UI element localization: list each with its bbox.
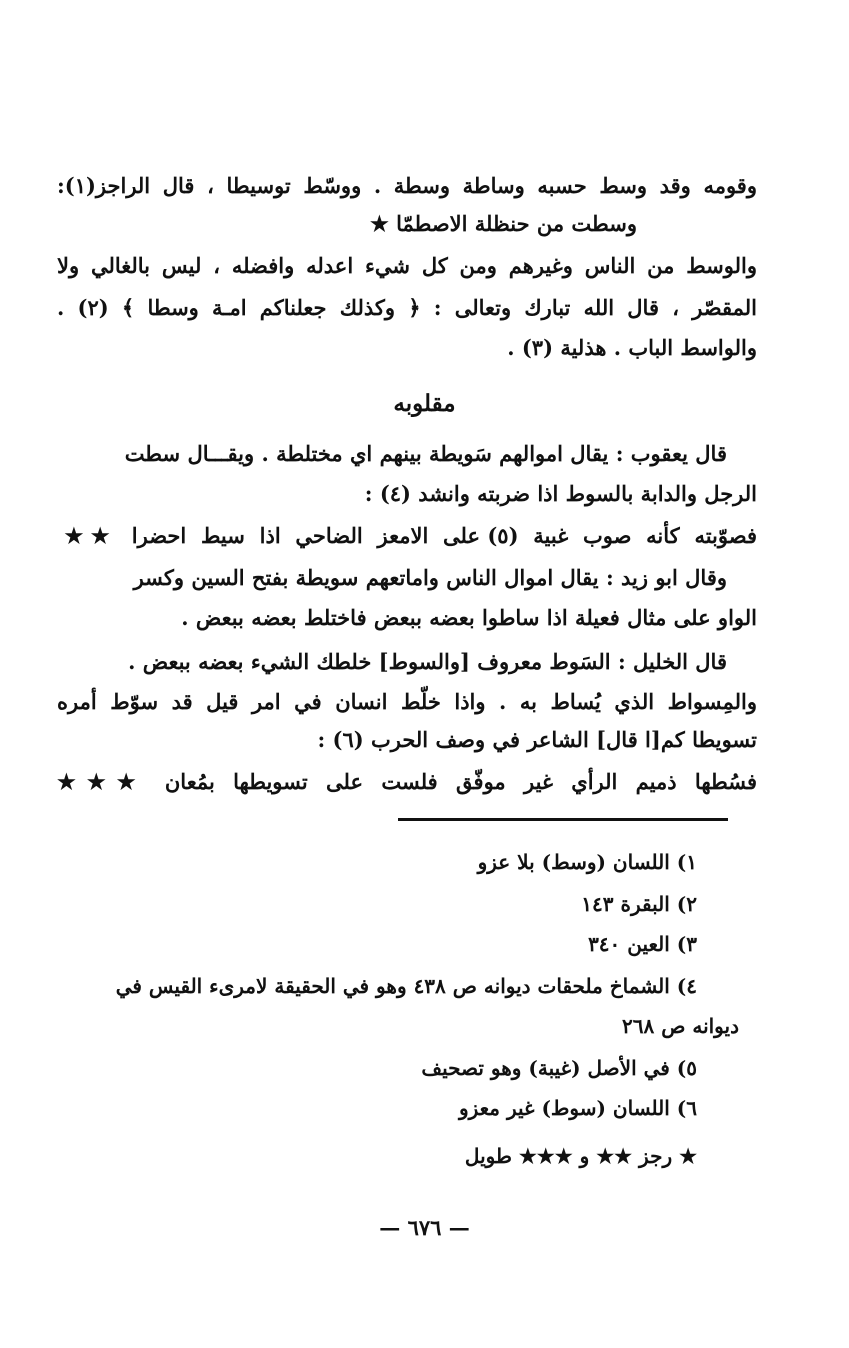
verse-line: فصوّبته كأنه صوب غبية (٥) على الامعز الضاحي اذا سيط احضرا ★★ <box>57 523 757 548</box>
text-line: الواو على مثال فعيلة اذا ساطوا بعضه ببعض فاختلط بعضه ببعض . <box>181 605 757 630</box>
verse-line: فسُطها ذميم الرأي غير موفّق فلست على تسويطها بمُعان ★★★ <box>57 769 757 794</box>
page-number: — ٦٧٦ — <box>379 1215 470 1240</box>
text-line: الرجل والدابة بالسوط اذا ضربته وانشد (٤) : <box>364 481 757 506</box>
text-line: والمِسواط الذي يُساط به . واذا خلّط انسان في امر قيل قد سوّط أمره <box>57 689 757 714</box>
text-line: وقومه وقد وسط حسبه وساطة وسطة . ووسّط توسيطا ، قال الراجز(١): <box>57 173 757 198</box>
text-line: والواسط الباب . هذلية (٣) . <box>507 335 757 360</box>
text-line: المقصّر ، قال الله تبارك وتعالى : ﴿ وكذلك جعلناكم امـة وسطا ﴾ (٢) . <box>57 295 758 320</box>
footnote: ٥) في الأصل (غيبة) وهو تصحيف <box>421 1056 697 1080</box>
footnote: ٣) العين ٣٤٠ <box>588 932 697 956</box>
footnote: ٦) اللسان (سوط) غير معزو <box>458 1096 697 1120</box>
footnote: ٤) الشماخ ملحقات ديوانه ص ٤٣٨ وهو في الحقيقة لامرىء القيس في <box>115 974 697 998</box>
text-line: تسويطا كم[ا قال] الشاعر في وصف الحرب (٦) : <box>317 727 757 752</box>
text-line: وقال ابو زيد : يقال اموال الناس واماتعهم سويطة بفتح السين وكسر <box>133 565 727 590</box>
footnote-divider <box>398 818 728 821</box>
footnote: ٢) البقرة ١٤٣ <box>581 892 697 916</box>
verse-line: وسطت من حنظلة الاصطمّا ★ <box>369 211 637 236</box>
text-line: قال يعقوب : يقال اموالهم سَويطة بينهم اي مختلطة . ويقـــال سطت <box>124 441 727 466</box>
footnote-continuation: ديوانه ص ٢٦٨ <box>622 1014 739 1038</box>
meter-legend: ★ رجز ★★ و ★★★ طويل <box>464 1144 697 1168</box>
section-heading: مقلوبه <box>393 390 456 417</box>
text-line: والوسط من الناس وغيرهم ومن كل شيء اعدله وافضله ، ليس بالغالي ولا <box>57 253 757 278</box>
footnote: ١) اللسان (وسط) بلا عزو <box>477 850 697 874</box>
text-line: قال الخليل : السَوط معروف [والسوط] خلطك الشيء بعضه ببعض . <box>128 649 727 674</box>
